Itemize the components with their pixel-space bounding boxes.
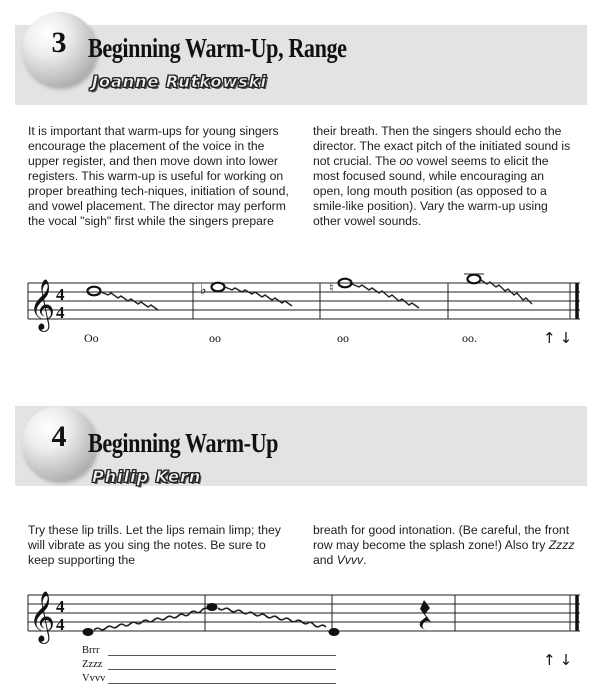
warmup-3-lyric-1: Oo — [84, 331, 99, 345]
warmup-4-up-down-arrows-icon: ↑↓ — [543, 651, 577, 669]
time-signature-bottom: 4 — [56, 615, 65, 634]
note-head-icon — [207, 603, 218, 611]
warmup-4-text-and: and — [313, 553, 337, 567]
warmup-3-text-oo: oo — [399, 154, 414, 168]
warmup-4-section — [0, 400, 600, 700]
warmup-4-paragraph-2 — [313, 523, 575, 568]
trill-label-zzzz: Zzzz — [82, 659, 103, 670]
warmup-3-text-col1 — [28, 124, 290, 229]
trill-line-vvvv — [108, 683, 336, 684]
trill-label-brrr: Brrr — [82, 645, 100, 656]
warmup-3-text-a: their breath. Then the singers should echo the director. The exact pitch of the initiated sound is not crucial. The — [313, 124, 571, 168]
warmup-3-number: 3 — [51, 26, 67, 59]
warmup-3-author: Joanne Rutkowski — [92, 72, 267, 91]
note-head-icon — [329, 628, 340, 636]
warmup-4-paragraph-1: Try these lip trills. Let the lips remain limp; they will vibrate as you sing the notes. Be sure to keep supporting the — [28, 523, 281, 567]
warmup-3-number-ball-icon — [22, 12, 96, 86]
treble-clef-icon: 𝄞 — [29, 591, 56, 642]
whole-note-icon — [88, 287, 101, 296]
warmup-3-text-col2 — [313, 124, 575, 229]
warmup-4-text-end: . — [363, 553, 367, 567]
warmup-4-text-zzzz: Zzzz — [548, 538, 575, 552]
warmup-4-author: Philip Kern — [92, 467, 202, 486]
warmup-3-up-down-arrows-icon: ↑↓ — [543, 329, 577, 347]
whole-note-icon — [468, 275, 481, 284]
warmup-3-lyric-3: oo — [337, 331, 349, 345]
staff-lines — [28, 283, 580, 319]
warmup-4-number-ball-icon — [22, 406, 96, 480]
time-signature-bottom: 4 — [56, 303, 65, 322]
lip-trill-wave-icon — [218, 608, 326, 627]
sigh-glissando-icon — [225, 287, 292, 306]
warmup-3-paragraph-2 — [313, 124, 575, 229]
warmup-4-text-vvvv: Vvvv — [336, 553, 364, 567]
warmup-3-lyric-2: oo — [209, 331, 221, 345]
whole-note-icon — [212, 283, 225, 292]
lip-trill-wave-icon — [94, 608, 208, 630]
natural-sign-icon: ♮ — [329, 281, 334, 296]
time-signature-top: 4 — [56, 285, 65, 304]
trill-label-vvvv: Vvvv — [82, 673, 106, 684]
quarter-rest-icon — [420, 600, 431, 630]
warmup-4-number: 4 — [51, 420, 67, 453]
time-signature-top: 4 — [56, 597, 65, 616]
warmup-4-text-col1 — [28, 523, 290, 568]
warmup-4-text-col2 — [313, 523, 575, 568]
warmup-4-title: Beginning Warm-Up — [88, 428, 279, 458]
warmup-3-text-b: vowel seems to elicit the most focused sound, while encouraging an open, long mouth position (as opposed to a smile-like position). Vary the warm-up using other vowel sounds. — [313, 154, 549, 228]
warmup-3-title: Beginning Warm-Up, Range — [88, 33, 347, 63]
flat-sign-icon: ♭ — [200, 282, 207, 298]
trill-line-brrr — [108, 655, 336, 656]
warmup-3-lyric-4: oo. — [462, 331, 477, 345]
sigh-glissando-icon — [352, 284, 419, 308]
warmup-3-paragraph-1: It is important that warm-ups for young singers encourage the placement of the voice in the upper register, and then move down into lower registers. This warm-up is useful for working on proper breathing tech-niques, initiation of sound, and vowel placement. The director may perform the vocal "sigh" first while the singers prepare — [28, 124, 289, 228]
note-head-icon — [83, 628, 94, 636]
warmup-4-text-a: breath for good intonation. (Be careful, the front row may become the splash zone!) Also try — [313, 523, 570, 552]
trill-line-zzzz — [108, 669, 336, 670]
treble-clef-icon: 𝄞 — [29, 279, 56, 330]
